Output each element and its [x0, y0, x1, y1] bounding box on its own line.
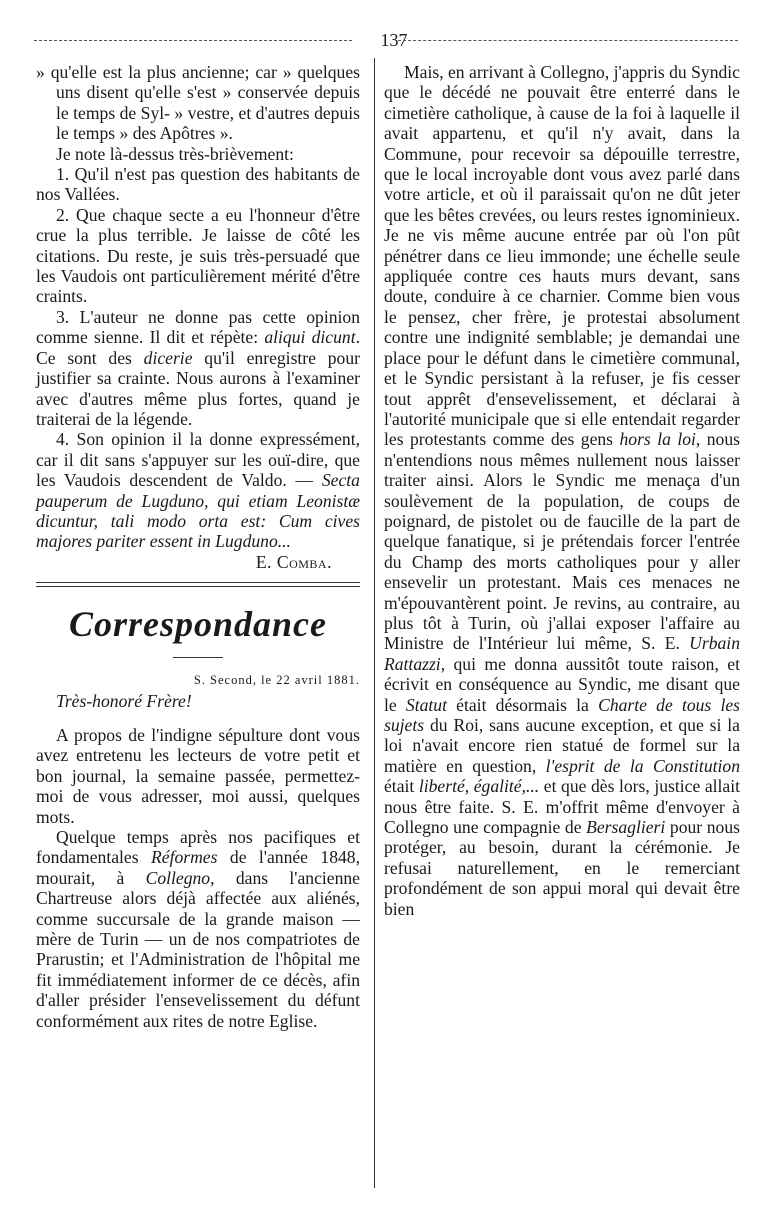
salutation: Très-honoré Frère!	[56, 690, 192, 711]
page-number: 137	[380, 30, 408, 50]
paragraph-point-1: 1. Qu'il n'est pas question des habitants de nos Vallées.	[36, 164, 360, 205]
left-column	[36, 62, 360, 1031]
paragraph-point-4: 4. Son opinion il la donne expressément, car il dit sans s'appuyer sur les ouï-dire, que les Vaudois descendent de Valdo. — Secta pauperum de Lugduno, qui etiam Leonistæ dicuntur, tali modo orta est: Cum cives majores pariter essent in Lugduno...	[36, 429, 360, 552]
header-rule-left	[34, 40, 352, 41]
signature: E. Comba.	[255, 551, 332, 572]
short-rule	[173, 657, 223, 658]
page-header	[34, 30, 738, 50]
letter-paragraph-3: Mais, en arrivant à Collegno, j'appris du Syndic que le décédé ne pouvait être enterré dans le cimetière catholique, à cause de la foi à laquelle il avait appartenu, et qu'il n'y avait, dans la Commune, pour recevoir sa dépouille terrestre, que le local incroyable dont vous avez parlé dans votre article, et où il paraissait qu'on ne dût jeter que les bêtes crevées, ou leurs restes ignominieux. Je ne vis même aucune entrée par où l'on pût pénétrer dans ce lieu immonde; une échelle seule appliquée contre ces hauts murs devant, sans doute, conduire à ce charnier. Comme bien vous le pensez, cher frère, je protestai absolument contre une indignité semblable; je demandai une place pour le défunt dans le cimetière communal, et le Syndic persistant à la refuser, je fis cesser tout apprêt d'ensevelissement, et déclarai à l'autorité municipale que si elle entendait regarder les protestants comme des gens hors la loi, nous n'entendions nous mêmes nullement nous laisser traiter ainsi. Alors le Syndic me menaça d'un soulèvement de la population, de coups de poignard, de pistolet ou de faucille de la part de quelque fanatique, si je prétendais forcer l'entrée du Champ des morts catholiques pour y aller ensevelir un protestant. Mais ces menaces ne m'épouvantèrent point. Je revins, au contraire, au plus tôt à Turin, où j'allai exposer l'affaire au Ministre de l'Intérieur lui même, S. E. Urbain Rattazzi, qui me donna aussitôt toute raison, et écrivit en conséquence au Syndic, me disant que le Statut était désormais la Charte de tous les sujets du Roi, sans aucune exception, et que si la loi n'avait encore rien statué de formel sur la matière en question, l'esprit de la Constitution était liberté, égalité,... et que dès lors, justice allait nous être faite. S. E. m'offrit même d'envoyer à Collegno une compagnie de Bersaglieri pour nous protéger, au besoin, durant la cérémonie. Je refusai naturellement, en le remerciant profondément de son appui moral qui devait être bien	[384, 62, 741, 919]
paragraph-point-2: 2. Que chaque secte a eu l'honneur d'être crue la plus terrible. Je laisse de côté les citations. Du reste, je suis très-persuadé que les Vaudois ont particulièrement mérité d'être craints.	[36, 204, 360, 307]
quoted-passage: » qu'elle est la plus ancienne; car » quelques uns disent qu'elle s'est » conservée depuis le temps de Syl- » vestre, et d'autres depuis le temps » des Apôtres ».	[36, 62, 360, 144]
header-rule-right	[398, 40, 738, 41]
paragraph-intro: Je note là-dessus très-brièvement:	[56, 143, 294, 164]
column-divider	[374, 58, 375, 1188]
letter-paragraph-1: A propos de l'indigne sépulture dont vous avez entretenu les lecteurs de votre petit et bon journal, la semaine passée, permettez-moi de vous adresser, moi aussi, quelques mots.	[36, 724, 360, 827]
paragraph-point-3: 3. L'auteur ne donne pas cette opinion comme sienne. Il dit et répète: aliqui dicunt. Ce sont des dicerie qu'il enregistre pour justifier sa crainte. Nous aurons à l'examiner avec d'autres même plus fortes, quand je traiterai de la légende.	[36, 306, 361, 429]
letter-paragraph-2: Quelque temps après nos pacifiques et fondamentales Réformes de l'année 1848, mourait, à Collegno, dans l'ancienne Chartreuse alors déjà affectée aux aliénés, comme succursale de la grande maison — mère de Turin — un de nos compatriotes de Prarustin; et l'Administration de l'hôpital me fit immédiatement informer de ce décès, afin d'aller présider l'ensevelissement du défunt conformément aux rites de notre Eglise.	[36, 827, 360, 1031]
section-divider	[36, 582, 360, 587]
right-column	[384, 62, 740, 919]
dateline: S. Second, le 22 avril 1881.	[193, 673, 360, 688]
section-heading: Correspondance	[68, 604, 328, 645]
